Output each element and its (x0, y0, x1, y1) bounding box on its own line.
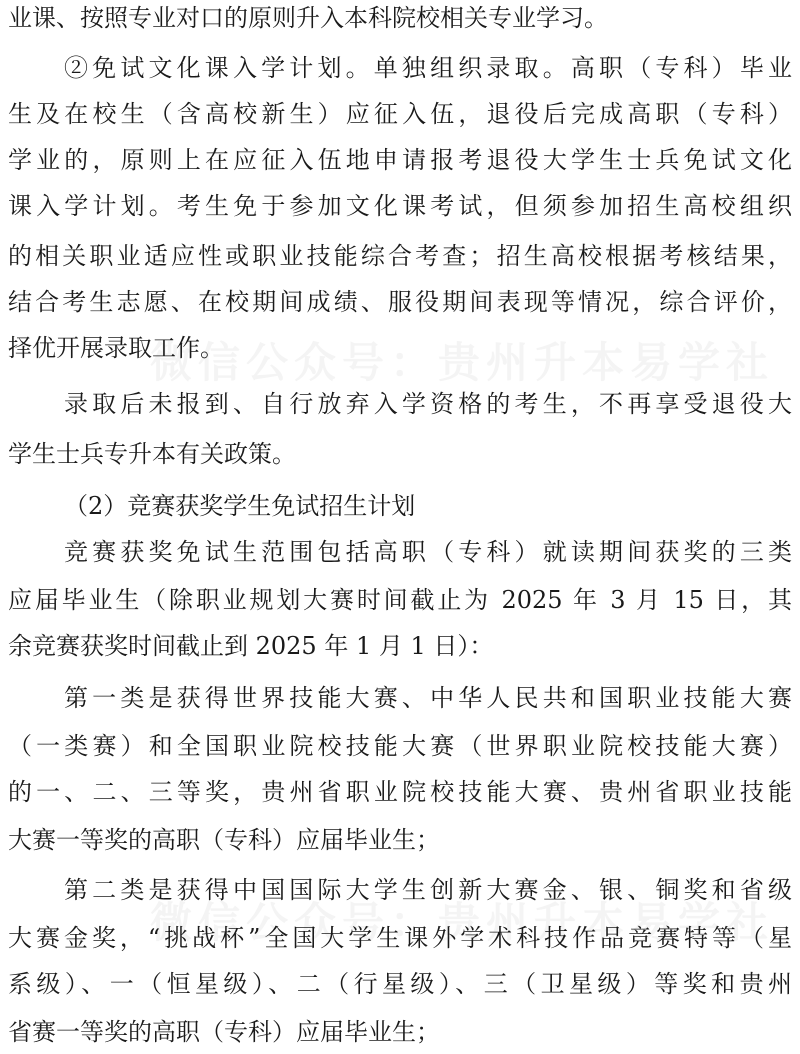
text-line: 录取后未报到、自行放弃入学资格的考生，不再享受退役大 (64, 390, 792, 418)
text-line: 第二类是获得中国国际大学生创新大赛金、银、铜奖和省级 (64, 876, 792, 904)
section-heading: （2）竞赛获奖学生免试招生计划 (64, 492, 416, 520)
text-line: 的相关职业适应性或职业技能综合考查；招生高校根据考核结果， (8, 242, 792, 270)
text-line: 的一、二、三等奖，贵州省职业院校技能大赛、贵州省职业技能 (8, 778, 792, 806)
text-line: 学业的，原则上在应征入伍地申请报考退役大学生士兵免试文化 (8, 146, 792, 174)
text-line: 大赛一等奖的高职（专科）应届毕业生； (8, 826, 440, 854)
text-line: 生及在校生（含高校新生）应征入伍，退役后完成高职（专科） (8, 100, 792, 128)
text-line: 应届毕业生（除职业规划大赛时间截止为 2025 年 3 月 15 日，其 (8, 586, 792, 614)
text-line: 余竞赛获奖时间截止到 2025 年 1 月 1 日）： (8, 632, 494, 660)
text-line: （一类赛）和全国职业院校技能大赛（世界职业院校技能大赛） (8, 732, 792, 760)
text-line: 学生士兵专升本有关政策。 (8, 440, 296, 468)
text-line: 省赛一等奖的高职（专科）应届毕业生； (8, 1018, 440, 1046)
text-line: 系级）、一（恒星级）、二（行星级）、三（卫星级）等奖和贵州 (8, 970, 792, 998)
text-line: 大赛金奖，“挑战杯”全国大学生课外学术科技作品竞赛特等（星 (8, 924, 792, 952)
text-line: 竞赛获奖免试生范围包括高职（专科）就读期间获奖的三类 (64, 538, 792, 566)
text-line: 业课、按照专业对口的原则升入本科院校相关专业学习。 (8, 4, 608, 32)
text-line: ②免试文化课入学计划。单独组织录取。高职（专科）毕业 (64, 54, 792, 82)
text-line: 结合考生志愿、在校期间成绩、服役期间表现等情况，综合评价， (8, 288, 792, 316)
text-line: 择优开展录取工作。 (8, 334, 224, 362)
text-line: 课入学计划。考生免于参加文化课考试，但须参加招生高校组织 (8, 192, 792, 220)
text-line: 第一类是获得世界技能大赛、中华人民共和国职业技能大赛 (64, 684, 792, 712)
